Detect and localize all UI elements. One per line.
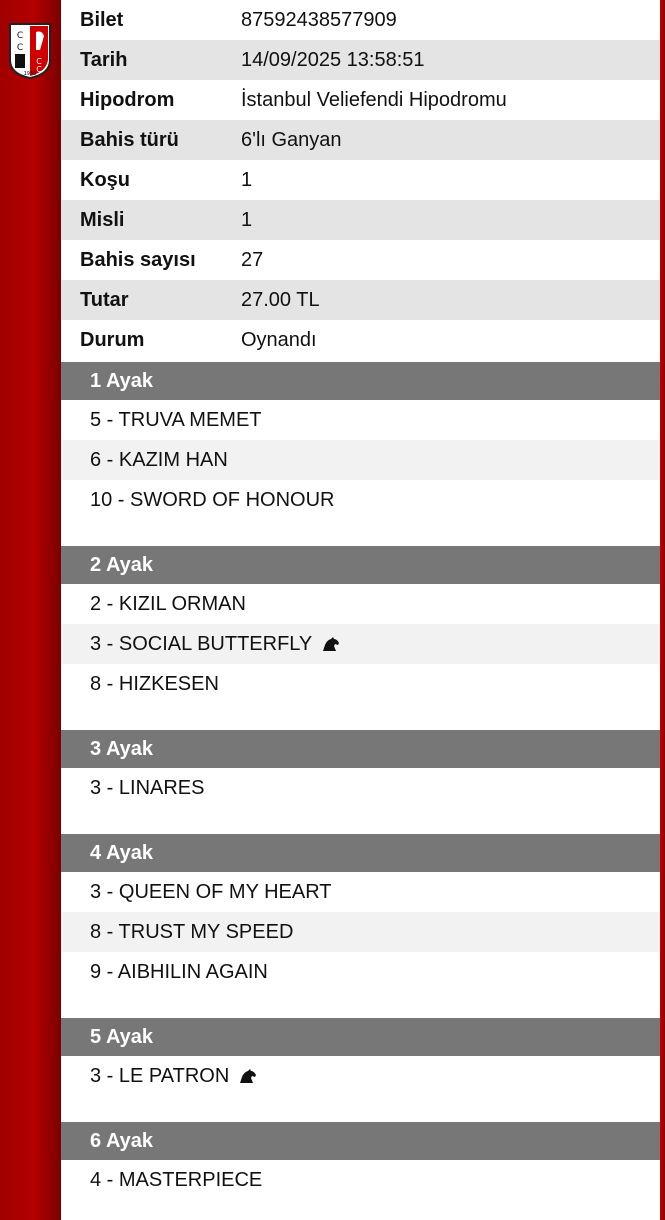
- horse-row[interactable]: [61, 1160, 660, 1200]
- horse-row[interactable]: [61, 480, 660, 520]
- left-sidebar: [0, 0, 61, 1220]
- horse-row[interactable]: [61, 952, 660, 992]
- horse-row[interactable]: [61, 1056, 660, 1096]
- ticket-info-label: Bahis türü: [80, 128, 179, 151]
- leg-header: 2 Ayak: [61, 546, 660, 584]
- club-crest-icon[interactable]: [6, 20, 54, 80]
- horse-name: 5 - TRUVA MEMET: [90, 408, 262, 431]
- ticket-info-row: [61, 200, 660, 240]
- horse-name: 9 - AIBHILIN AGAIN: [90, 960, 268, 983]
- ticket-info-value: 14/09/2025 13:58:51: [241, 48, 425, 71]
- ticket-info-row: [61, 160, 660, 200]
- ticket-info-row: [61, 0, 660, 40]
- ticket-info-label: Hipodrom: [80, 88, 175, 111]
- leg-header: 5 Ayak: [61, 1018, 660, 1056]
- svg-text:C: C: [16, 31, 24, 41]
- ticket-info-value: İstanbul Veliefendi Hipodromu: [241, 88, 507, 111]
- ticket-info-row: [61, 40, 660, 80]
- horse-name: 3 - SOCIAL BUTTERFLY: [90, 632, 313, 655]
- horse-head-icon: [322, 636, 340, 652]
- ticket-info-row: [61, 120, 660, 160]
- horse-row[interactable]: [61, 912, 660, 952]
- horse-name: 8 - TRUST MY SPEED: [90, 920, 294, 943]
- horse-name: 3 - QUEEN OF MY HEART: [90, 880, 332, 903]
- horse-head-icon: [239, 1068, 257, 1084]
- ticket-info-value: 27: [241, 248, 264, 271]
- leg-header: 3 Ayak: [61, 730, 660, 768]
- horse-name: 2 - KIZIL ORMAN: [90, 592, 246, 615]
- ticket-info-label: Tarih: [80, 48, 128, 71]
- horse-name: 3 - LE PATRON: [90, 1064, 230, 1087]
- horse-name: 3 - LINARES: [90, 776, 205, 799]
- svg-text:C: C: [36, 65, 42, 74]
- ticket-info-value: 27.00 TL: [241, 288, 320, 311]
- horse-row[interactable]: [61, 624, 660, 664]
- ticket-info-value: 6'lı Ganyan: [241, 128, 342, 151]
- ticket-info-label: Koşu: [80, 168, 130, 191]
- ticket-info-value: Oynandı: [241, 328, 317, 351]
- crest-year-text: 1950: [23, 71, 37, 77]
- horse-name: 6 - KAZIM HAN: [90, 448, 228, 471]
- leg-header: 1 Ayak: [61, 362, 660, 400]
- leg-header: 4 Ayak: [61, 834, 660, 872]
- ticket-info-label: Tutar: [80, 288, 129, 311]
- horse-name: 8 - HIZKESEN: [90, 672, 219, 695]
- horse-name: 4 - MASTERPIECE: [90, 1168, 263, 1191]
- horse-name: 10 - SWORD OF HONOUR: [90, 488, 335, 511]
- svg-text:C: C: [36, 57, 42, 66]
- ticket-info-value: 1: [241, 168, 253, 191]
- svg-text:C: C: [16, 43, 24, 53]
- horse-row[interactable]: [61, 584, 660, 624]
- right-edge-bar: [660, 0, 665, 1220]
- ticket-detail-panel: [61, 0, 660, 1220]
- ticket-info-row: [61, 80, 660, 120]
- ticket-info-label: Misli: [80, 208, 125, 231]
- ticket-info-row: [61, 320, 660, 360]
- ticket-info-label: Bilet: [80, 8, 124, 31]
- horse-row[interactable]: [61, 664, 660, 704]
- ticket-info-row: [61, 280, 660, 320]
- horse-row[interactable]: [61, 400, 660, 440]
- horse-row[interactable]: [61, 872, 660, 912]
- ticket-info-label: Durum: [80, 328, 145, 351]
- leg-header: 6 Ayak: [61, 1122, 660, 1160]
- ticket-info-label: Bahis sayısı: [80, 248, 196, 271]
- ticket-info-table: [61, 0, 660, 360]
- ticket-info-row: [61, 240, 660, 280]
- legs-list: [61, 362, 660, 1200]
- ticket-info-value: 1: [241, 208, 253, 231]
- horse-row[interactable]: [61, 440, 660, 480]
- ticket-info-value: 87592438577909: [241, 8, 397, 31]
- horse-row[interactable]: [61, 768, 660, 808]
